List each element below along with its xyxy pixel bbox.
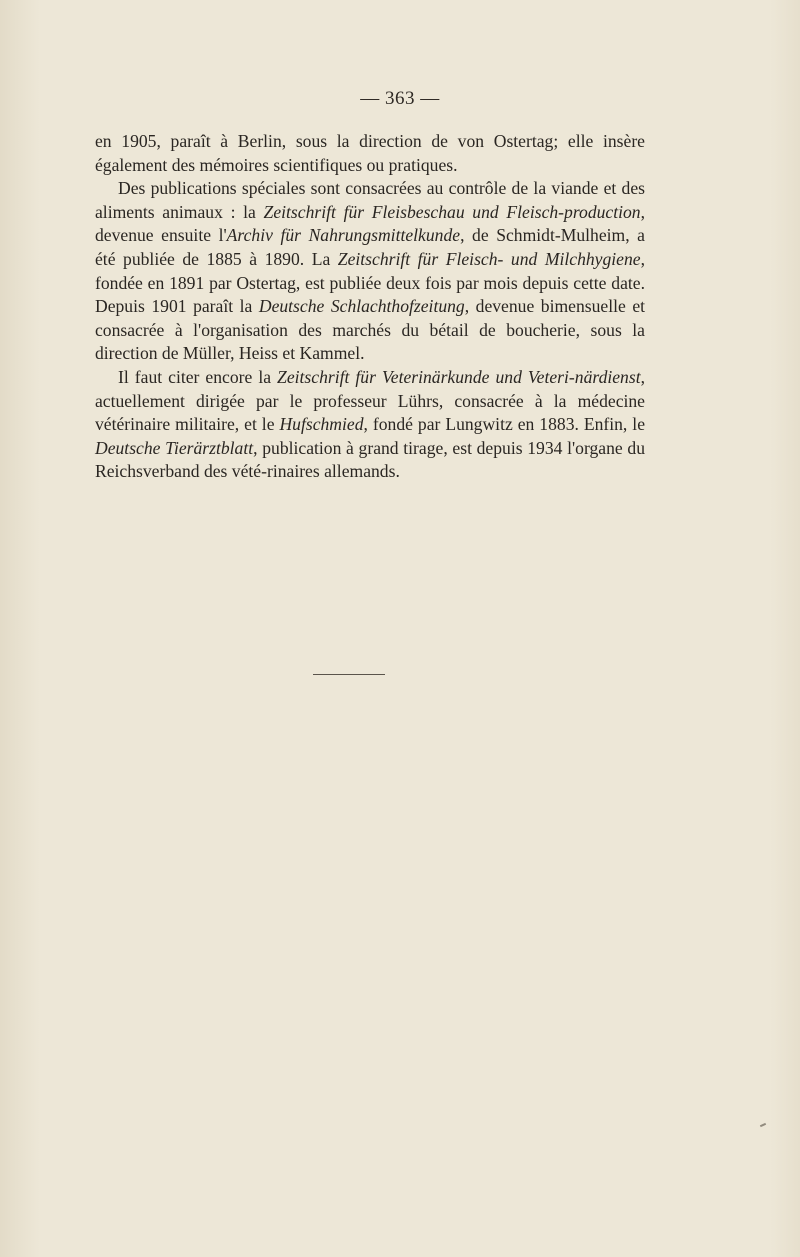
paragraph-continuation [95, 130, 645, 177]
page-speck [760, 1123, 766, 1127]
journal-title: Hufschmied [279, 414, 364, 435]
body-text [95, 130, 645, 484]
text-run: , de Schmidt-Mulheim, a été publiée de 1885 à 1890. La [95, 225, 645, 269]
text-run: Il faut citer encore la [118, 366, 278, 387]
journal-title: Deutsche Schlachthofzeitung [258, 296, 465, 317]
text-run: , fondée en 1891 par Ostertag, est publiée deux fois par mois depuis cette date. Depuis 1901 paraît la [95, 248, 645, 317]
journal-title: Zeitschrift für Veterinärkunde und Veteri-närdienst [277, 366, 641, 387]
paragraph-other-journals [95, 366, 645, 484]
text-run: , devenue bimensuelle et consacrée à l'organisation des marchés du bétail de boucherie, sous la direction de Müller, Heiss et Kammel. [95, 296, 646, 364]
journal-title: Archiv für Nahrungsmittelkunde [226, 225, 461, 246]
page-number: — 363 — [360, 88, 440, 109]
text-run: Des publications spéciales sont consacrées au contrôle de la viande et des aliments animaux : la [95, 178, 645, 222]
text-run: , actuellement dirigée par le professeur Lührs, consacrée à la médecine vétérinaire militaire, et le [95, 366, 645, 435]
text-run: , devenue ensuite l' [95, 201, 646, 246]
text-run: en 1905, paraît à Berlin, sous la direction de von Ostertag; elle insère également des mémoires scientifiques ou pratiques. [95, 131, 645, 175]
journal-title: Deutsche Tierärztblatt [95, 437, 254, 458]
text-run: , publication à grand tirage, est depuis 1934 l'organe du Reichsverband des vété-rinaires allemands. [95, 437, 645, 482]
journal-title: Zeitschrift für Fleisbeschau und Fleisch-production [263, 201, 641, 222]
text-run: , fondé par Lungwitz en 1883. Enfin, le [363, 414, 645, 435]
journal-title: Zeitschrift für Fleisch- und Milchhygiene [337, 248, 641, 269]
paragraph-control-publications [95, 177, 645, 366]
section-end-rule [313, 674, 385, 675]
